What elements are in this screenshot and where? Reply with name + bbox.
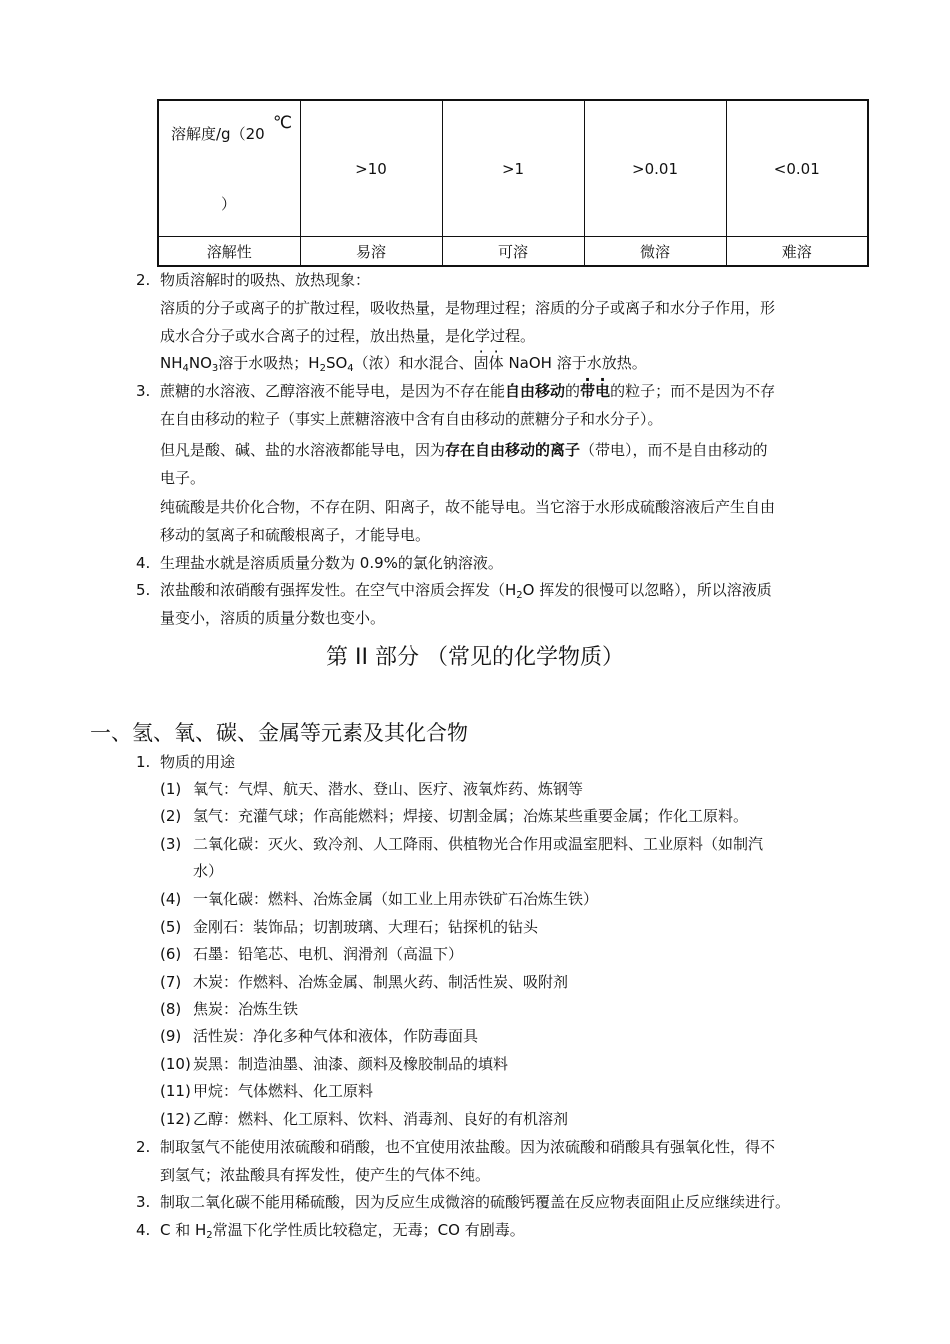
sublist-number: (1) xyxy=(160,780,182,798)
header-unit: ℃ xyxy=(273,113,293,133)
table-header-cell xyxy=(158,100,300,237)
table-cell: >10 xyxy=(300,100,442,237)
paragraph-line: 制取氢气不能使用浓硫酸和硝酸，也不宜使用浓盐酸。因为浓硫酸和硝酸具有强氧化性，得不 xyxy=(160,1138,776,1156)
paragraph-line: 纯硫酸是共价化合物，不存在阴、阳离子，故不能导电。当它溶于水形成硫酸溶液后产生自由 xyxy=(160,498,776,516)
paragraph-line: 制取二氧化碳不能用稀硫酸，因为反应生成微溶的硫酸钙覆盖在反应物表面阻止反应继续进行。 xyxy=(160,1193,791,1211)
list-number: 3. xyxy=(136,1193,151,1211)
paragraph-line: 物质的用途 xyxy=(160,753,236,771)
paragraph-line: C 和 $H_2$常温下化学性质比较稳定，无毒；CO 有剧毒。 xyxy=(160,1221,525,1241)
sublist-item: 焦炭：冶炼生铁 xyxy=(193,1000,299,1018)
table-cell: 难溶 xyxy=(726,237,868,267)
solubility-table xyxy=(157,99,869,267)
part-title: 第 II 部分 （常见的化学物质） xyxy=(326,645,624,670)
paragraph-line: $NH_4NO_3$溶于水吸热；$H_2SO_4$（浓）和水混合、固体 NaOH 溶于水放热。 xyxy=(160,354,647,374)
paragraph-line: 电子。 xyxy=(160,469,206,487)
sublist-number: (7) xyxy=(160,973,182,991)
sublist-item: 金刚石：装饰品；切割玻璃、大理石；钻探机的钻头 xyxy=(193,918,539,936)
sublist-number: (2) xyxy=(160,807,182,825)
paragraph-line: 移动的氢离子和硫酸根离子，才能导电。 xyxy=(160,526,431,544)
sublist-item: 氢气：充灌气球；作高能燃料；焊接、切割金属；冶炼某些重要金属；作化工原料。 xyxy=(193,807,749,825)
table-row xyxy=(158,237,868,267)
table-cell: >0.01 xyxy=(584,100,726,237)
paragraph-line: 量变小，溶质的质量分数也变小。 xyxy=(160,609,386,627)
list-number: 2. xyxy=(136,1138,151,1156)
sublist-number: (3) xyxy=(160,835,182,853)
list-number: 4. xyxy=(136,1221,151,1239)
list-number: 1. xyxy=(136,753,151,771)
list-number: 2. xyxy=(136,271,151,289)
section-title: 一、氢、氧、碳、金属等元素及其化合物 xyxy=(90,721,468,745)
sublist-number: (5) xyxy=(160,918,182,936)
table-cell: 溶解性 xyxy=(158,237,300,267)
paragraph-line: 到氢气；浓盐酸具有挥发性，使产生的气体不纯。 xyxy=(160,1166,491,1184)
sublist-item: 活性炭：净化多种气体和液体，作防毒面具 xyxy=(193,1027,479,1045)
list-number: 5. xyxy=(136,581,151,599)
sublist-item: 石墨：铅笔芯、电机、润滑剂（高温下） xyxy=(193,945,464,963)
paragraph-line: 物质溶解时的吸热、放热现象： xyxy=(160,271,371,289)
sublist-number: (10) xyxy=(160,1055,191,1073)
paragraph-line: 成水合分子或水合离子的过程，放出热量，是化学过程。 xyxy=(160,327,536,345)
paragraph-line: 蔗糖的水溶液、乙醇溶液不能导电，是因为不存在能自由移动的带电的粒子；而不是因为不存 xyxy=(160,382,776,400)
table-cell: <0.01 xyxy=(726,100,868,237)
table-cell: 微溶 xyxy=(584,237,726,267)
sublist-item: 水） xyxy=(193,862,224,880)
sublist-number: (6) xyxy=(160,945,182,963)
sublist-item: 二氧化碳：灭火、致冷剂、人工降雨、供植物光合作用或温室肥料、工业原料（如制汽 xyxy=(193,835,764,853)
table-cell: 易溶 xyxy=(300,237,442,267)
paragraph-line: 在自由移动的粒子（事实上蔗糖溶液中含有自由移动的蔗糖分子和水分子）。 xyxy=(160,410,663,428)
header-label: 溶解度/g（20 xyxy=(171,125,265,143)
sublist-number: (8) xyxy=(160,1000,182,1018)
sublist-item: 木炭：作燃料、冶炼金属、制黑火药、制活性炭、吸附剂 xyxy=(193,973,569,991)
table-row xyxy=(158,100,868,237)
paragraph-line: 溶质的分子或离子的扩散过程，吸收热量，是物理过程；溶质的分子或离子和水分子作用，形 xyxy=(160,299,776,317)
sublist-item: 乙醇：燃料、化工原料、饮料、消毒剂、良好的有机溶剂 xyxy=(193,1110,569,1128)
list-number: 4. xyxy=(136,554,151,572)
sublist-number: (9) xyxy=(160,1027,182,1045)
sublist-number: (4) xyxy=(160,890,182,908)
sublist-item: 炭黑：制造油墨、油漆、颜料及橡胶制品的填料 xyxy=(193,1055,509,1073)
header-close: ） xyxy=(221,195,237,213)
table-cell: 可溶 xyxy=(442,237,584,267)
paragraph-line: 但凡是酸、碱、盐的水溶液都能导电，因为存在自由移动的离子（带电），而不是自由移动的 xyxy=(160,441,768,459)
sublist-number: (11) xyxy=(160,1082,191,1100)
sublist-item: 氧气：气焊、航天、潜水、登山、医疗、液氧炸药、炼钢等 xyxy=(193,780,584,798)
paragraph-line: 浓盐酸和浓硝酸有强挥发性。在空气中溶质会挥发（$H_2O$ 挥发的很慢可以忽略），所以溶液质 xyxy=(160,581,772,601)
list-number: 3. xyxy=(136,382,151,400)
table-cell: >1 xyxy=(442,100,584,237)
sublist-item: 甲烷：气体燃料、化工原料 xyxy=(193,1082,374,1100)
paragraph-line: 生理盐水就是溶质质量分数为 0.9%的氯化钠溶液。 xyxy=(160,554,503,572)
sublist-number: (12) xyxy=(160,1110,191,1128)
sublist-item: 一氧化碳：燃料、冶炼金属（如工业上用赤铁矿石冶炼生铁） xyxy=(193,890,599,908)
